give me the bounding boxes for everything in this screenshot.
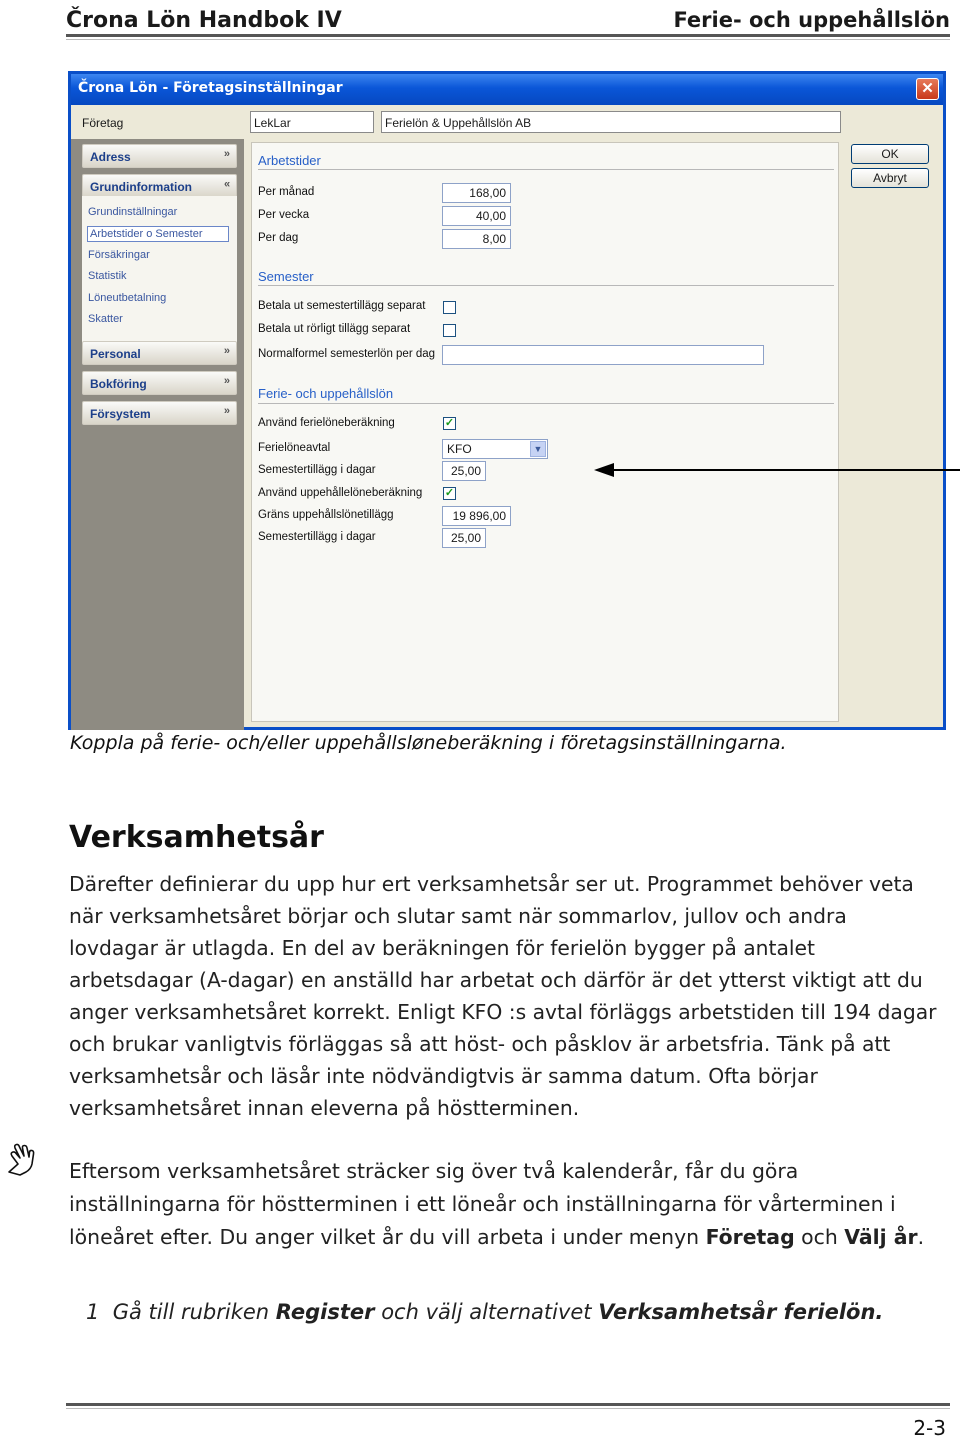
sidebar-item-label: Grundinformation — [90, 180, 192, 194]
anvand-uppeh-label: Använd uppehållelöneberäkning — [258, 487, 423, 499]
step-text: Gå till rubriken — [112, 1300, 276, 1324]
semtillagg-dagar-input[interactable]: 25,00 — [442, 461, 486, 481]
cancel-button[interactable]: Avbryt — [851, 168, 929, 188]
sidebar-item-adress[interactable] — [82, 144, 237, 168]
window-titlebar — [71, 74, 943, 105]
anvand-ferie-checkbox[interactable]: ✓ — [444, 417, 455, 429]
section-divider — [258, 285, 834, 286]
company-code-field[interactable]: LekLar — [250, 111, 374, 133]
per-manad-label: Per månad — [258, 186, 315, 198]
menu-foretag: Företag — [705, 1225, 795, 1249]
sidebar-item-label: Bokföring — [90, 377, 147, 391]
grans-label: Gräns uppehållslönetillägg — [258, 509, 394, 521]
header-rule — [66, 34, 950, 37]
sidebar-item-forsystem[interactable] — [82, 401, 237, 425]
rorligt-tillagg-label: Betala ut rörligt tillägg separat — [258, 323, 411, 335]
semtillagg-dagar2-input[interactable]: 25,00 — [442, 528, 486, 548]
page-header — [66, 4, 950, 36]
tip-text: och — [794, 1225, 845, 1249]
sidebar-subitem[interactable]: Grundinställningar — [88, 206, 178, 218]
sidebar-subitem[interactable]: Försäkringar — [88, 249, 150, 261]
arrow-left-icon — [594, 463, 614, 477]
section-title-arbetstider: Arbetstider — [258, 153, 321, 168]
grans-input[interactable]: 19 896,00 — [442, 506, 511, 526]
step-text: och välj alternativet — [374, 1300, 599, 1324]
ferieloneavtal-select[interactable] — [442, 439, 548, 459]
book-title: Črona Lön Handbok IV — [66, 7, 342, 33]
figure-caption: Koppla på ferie- och/eller uppehållsløneberäkning i företagsinställningarna. — [70, 732, 787, 754]
pointer-arrow-line — [612, 469, 960, 471]
per-vecka-input[interactable]: 40,00 — [442, 206, 511, 226]
semtillagg-dagar-label: Semestertillägg i dagar — [258, 464, 376, 476]
section-title-semester: Semester — [258, 269, 314, 284]
section-title-ferie: Ferie- och uppehållslön — [258, 386, 394, 401]
instruction-step — [86, 1300, 883, 1324]
close-icon[interactable]: ✕ — [916, 78, 939, 100]
normalformel-label: Normalformel semesterlön per dag — [258, 348, 436, 360]
menu-register: Register — [275, 1300, 375, 1324]
footer-rule — [66, 1403, 950, 1406]
company-label: Företag — [82, 116, 124, 130]
sidebar-subitem[interactable]: Statistik — [88, 270, 127, 282]
select-value: KFO — [447, 442, 472, 456]
semtillagg-separat-checkbox[interactable] — [443, 301, 456, 314]
section-divider — [258, 169, 834, 170]
footer-rule-thin — [66, 1408, 950, 1409]
ok-button[interactable]: OK — [851, 144, 929, 164]
tip-text: . — [917, 1225, 925, 1249]
body-paragraph: Därefter definierar du upp hur ert verksamhetsår ser ut. Programmet behöver veta när verksamhetsåret börjar och slutar samt när sommarlov, jullov och andra lovdagar är utlagda. En del av beräkningen för ferielön bygger på antalet arbetsdagar (A-dagar) en anställd har arbetat och därför är det ytterst viktigt att du anger verksamhetsåret korrekt. Enligt KFO :s avtal förläggs arbetstiden till 194 dagar och brukar vanligtvis förläggas så att höst- och påsklov är arbetsfria. Tänk på att verksamhetsår och läsår inte nödvändigtvis är samma datum. Ofta börjar verksamhetsåret innan eleverna på höstterminen. — [69, 872, 937, 1120]
normalformel-input[interactable] — [442, 345, 764, 365]
sidebar-item-label: Försystem — [90, 407, 151, 421]
menu-valj-ar: Välj år — [844, 1225, 918, 1249]
anvand-uppeh-checkbox[interactable]: ✓ — [444, 487, 455, 499]
settings-content — [251, 142, 839, 722]
semtillagg-separat-label: Betala ut semestertillägg separat — [258, 300, 426, 312]
sidebar-subitem[interactable]: Skatter — [88, 313, 123, 325]
sidebar-item-personal[interactable] — [82, 341, 237, 365]
sidebar-item-label: Personal — [90, 347, 141, 361]
sidebar-item-label: Adress — [90, 150, 131, 164]
per-vecka-label: Per vecka — [258, 209, 310, 221]
chevron-down-icon: » — [223, 345, 230, 357]
per-manad-input[interactable]: 168,00 — [442, 183, 511, 203]
semtillagg-dagar2-label: Semestertillägg i dagar — [258, 531, 376, 543]
sidebar-item-bokforing[interactable] — [82, 371, 237, 395]
sidebar-subitem[interactable]: Löneutbetalning — [88, 292, 167, 304]
pointing-hand-icon — [4, 1142, 40, 1178]
header-rule-thin — [66, 39, 950, 40]
per-dag-input[interactable]: 8,00 — [442, 229, 511, 249]
chevron-down-icon: » — [223, 148, 230, 160]
section-heading: Verksamhetsår — [69, 820, 324, 855]
settings-window — [68, 71, 946, 730]
chevron-down-icon: » — [223, 405, 230, 417]
company-row — [71, 105, 943, 139]
chevron-down-icon[interactable]: ▼ — [530, 441, 546, 457]
window-title: Črona Lön - Företagsinställningar — [78, 80, 343, 96]
company-name-field[interactable]: Ferielön & Uppehållslön AB — [381, 111, 841, 133]
chevron-up-icon: » — [223, 178, 230, 190]
step-number: 1 — [86, 1300, 100, 1324]
chevron-down-icon: » — [223, 375, 230, 387]
section-divider — [258, 403, 834, 404]
rorligt-tillagg-checkbox[interactable] — [443, 324, 456, 337]
tip-text: Eftersom verksamhetsåret sträcker sig över två kalenderår, får du göra inställningarna för höstterminen i ett löneår och inställningarna för vårterminen i löneåret efter. Du anger vilket år du vill arbeta i under menyn — [69, 1159, 896, 1249]
anvand-ferie-label: Använd ferielöneberäkning — [258, 417, 395, 429]
page-number: 2-3 — [913, 1416, 946, 1440]
grundinformation-panel — [82, 196, 237, 358]
tip-paragraph — [69, 1155, 939, 1254]
sidebar-item-grundinformation[interactable] — [82, 174, 237, 198]
chapter-title: Ferie- och uppehållslön — [673, 8, 950, 32]
menu-verksamhetsar: Verksamhetsår ferielön. — [598, 1300, 884, 1324]
ferieloneavtal-label: Ferielöneavtal — [258, 442, 331, 454]
sidebar-subitem-selected[interactable]: Arbetstider o Semester — [87, 226, 229, 242]
per-dag-label: Per dag — [258, 232, 299, 244]
